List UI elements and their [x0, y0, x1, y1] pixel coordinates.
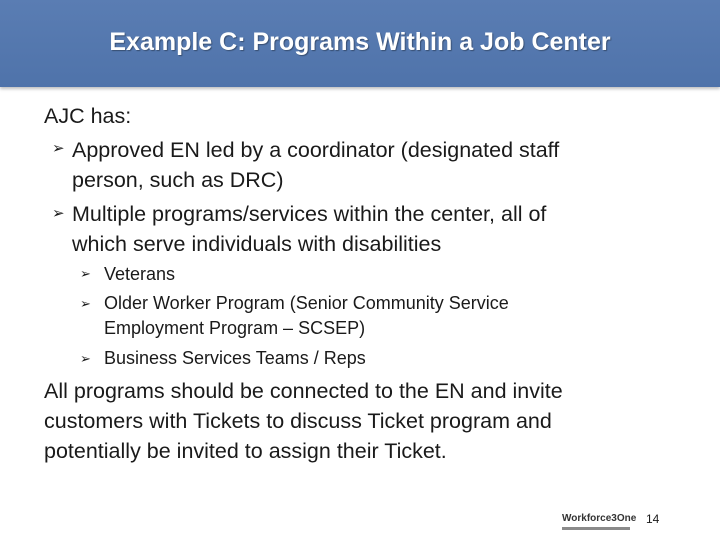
slide-title: Example C: Programs Within a Job Center — [109, 28, 611, 56]
arrowhead-bullet-icon: ➢ — [80, 296, 91, 311]
bullet-1-line-2: person, such as DRC) — [72, 168, 284, 192]
sub-bullet-2-line-2: Employment Program – SCSEP) — [104, 318, 366, 338]
title-bar — [0, 0, 720, 87]
arrowhead-bullet-icon: ➢ — [80, 351, 91, 366]
sub-bullet-2-line-1: Older Worker Program (Senior Community Service — [104, 293, 509, 313]
closing-line-2: customers with Tickets to discuss Ticket program and — [44, 409, 552, 433]
page-number: 14 — [646, 512, 660, 526]
bullet-2-line-2: which serve individuals with disabilities — [72, 232, 442, 256]
logo-tagline-bar — [562, 527, 630, 530]
logo-text: Workforce3One — [562, 513, 637, 524]
closing-line-3: potentially be invited to assign their Ticket. — [44, 439, 447, 463]
intro-text: AJC has: — [44, 104, 132, 128]
sub-bullet-3: Business Services Teams / Reps — [104, 348, 366, 368]
sub-bullet-1: Veterans — [104, 264, 176, 284]
closing-line-1: All programs should be connected to the EN and invite — [44, 379, 563, 403]
bullet-2-line-1: Multiple programs/services within the center, all of — [72, 202, 547, 226]
workforce3one-logo — [562, 513, 637, 535]
bullet-1-line-1: Approved EN led by a coordinator (designated staff — [72, 138, 560, 162]
arrowhead-bullet-icon: ➢ — [52, 205, 65, 222]
arrowhead-bullet-icon: ➢ — [80, 266, 91, 281]
arrowhead-bullet-icon: ➢ — [52, 140, 65, 157]
